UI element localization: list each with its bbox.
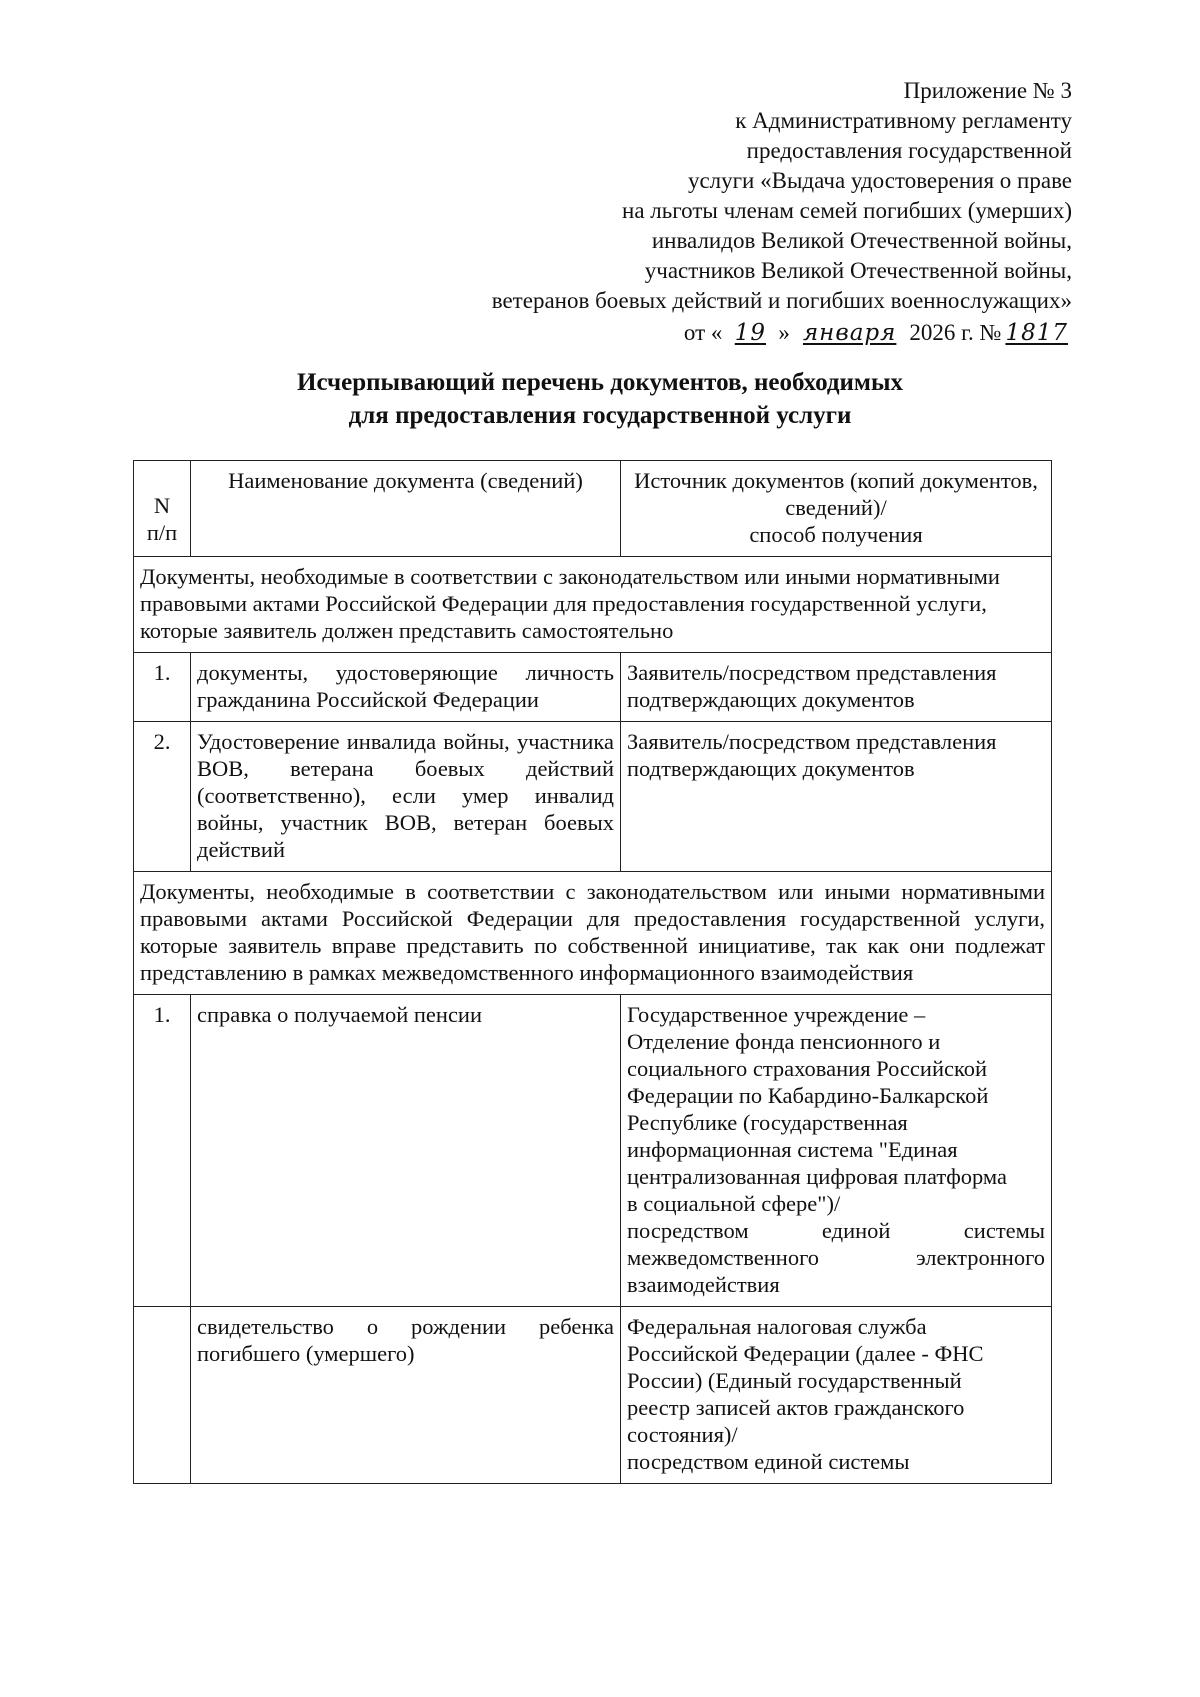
section-row — [134, 872, 1052, 995]
section-heading-interagency: Документы, необходимые в соответствии с законодательством или иными нормативными правовыми актами Российской Федерации для предоставления государственной услуги, которые заявитель вправе представить по собственной инициативе, так как они подлежат представлению в рамках межведомственного информационного взаимодействия — [134, 872, 1052, 995]
title-line-1: Исчерпывающий перечень документов, необходимых — [297, 369, 903, 396]
date-month-handwritten: января — [802, 320, 897, 346]
document-name: Удостоверение инвалида войны, участника ВОВ, ветерана боевых действий (соответственно), если умер инвалид войны, участник ВОВ, ветеран боевых действий — [191, 722, 621, 872]
header-number-cell: N п/п — [134, 461, 191, 557]
table-row — [134, 1307, 1052, 1484]
document-name: свидетельство о рождении ребенка погибшего (умершего) — [191, 1307, 621, 1484]
date-day-handwritten: 19 — [734, 320, 767, 346]
document-date-line — [432, 318, 1072, 348]
date-mid: » — [778, 320, 790, 345]
document-title — [0, 366, 1200, 432]
documents-table — [133, 460, 1052, 1484]
document-source: Федеральная налоговая служба Российской Федерации (далее - ФНС России) (Единый государственный реестр записей актов гражданского состояния)/ посредством единой системы — [621, 1307, 1052, 1484]
header-line: на льготы членам семей погибших (умерших) — [622, 198, 1072, 223]
table-row — [134, 653, 1052, 722]
document-source: Заявитель/посредством представления подтверждающих документов — [621, 722, 1052, 872]
row-number: 1. — [134, 653, 191, 722]
title-line-2: для предоставления государственной услуги — [348, 402, 852, 429]
header-line: предоставления государственной — [746, 138, 1072, 163]
header-name-cell: Наименование документа (сведений) — [191, 461, 621, 557]
header-line: к Административному регламенту — [735, 108, 1072, 133]
header-line: участников Великой Отечественной войны, — [644, 258, 1072, 283]
header-line: инвалидов Великой Отечественной войны, — [651, 228, 1072, 253]
header-line: Приложение № 3 — [903, 78, 1072, 103]
table-header-row — [134, 461, 1052, 557]
header-source-cell: Источник документов (копий документов, сведений)/ способ получения — [621, 461, 1052, 557]
document-name: справка о получаемой пенсии — [191, 995, 621, 1307]
date-year: 2026 г. № — [909, 320, 1002, 345]
row-number: 1. — [134, 995, 191, 1307]
header-line: ветеранов боевых действий и погибших военнослужащих» — [491, 288, 1072, 313]
document-source: Государственное учреждение – Отделение фонда пенсионного и социального страхования Российской Федерации по Кабардино-Балкарской Республике (государственная информационная система "Единая централизованная цифровая платформа в социальной сфере")/ посредством единой системы межведомственного электронного взаимодействия — [621, 995, 1052, 1307]
section-row — [134, 557, 1052, 653]
appendix-header — [432, 76, 1072, 348]
document-number-handwritten: 1817 — [1005, 320, 1068, 346]
table-row — [134, 722, 1052, 872]
table-row — [134, 995, 1052, 1307]
row-number — [134, 1307, 191, 1484]
section-heading-mandatory: Документы, необходимые в соответствии с законодательством или иными нормативными правовыми актами Российской Федерации для предоставления государственной услуги, которые заявитель должен представить самостоятельно — [134, 557, 1052, 653]
header-line: услуги «Выдача удостоверения о праве — [687, 168, 1072, 193]
document-name: документы, удостоверяющие личность гражданина Российской Федерации — [191, 653, 621, 722]
row-number: 2. — [134, 722, 191, 872]
document-source: Заявитель/посредством представления подтверждающих документов — [621, 653, 1052, 722]
date-prefix: от « — [683, 320, 723, 345]
